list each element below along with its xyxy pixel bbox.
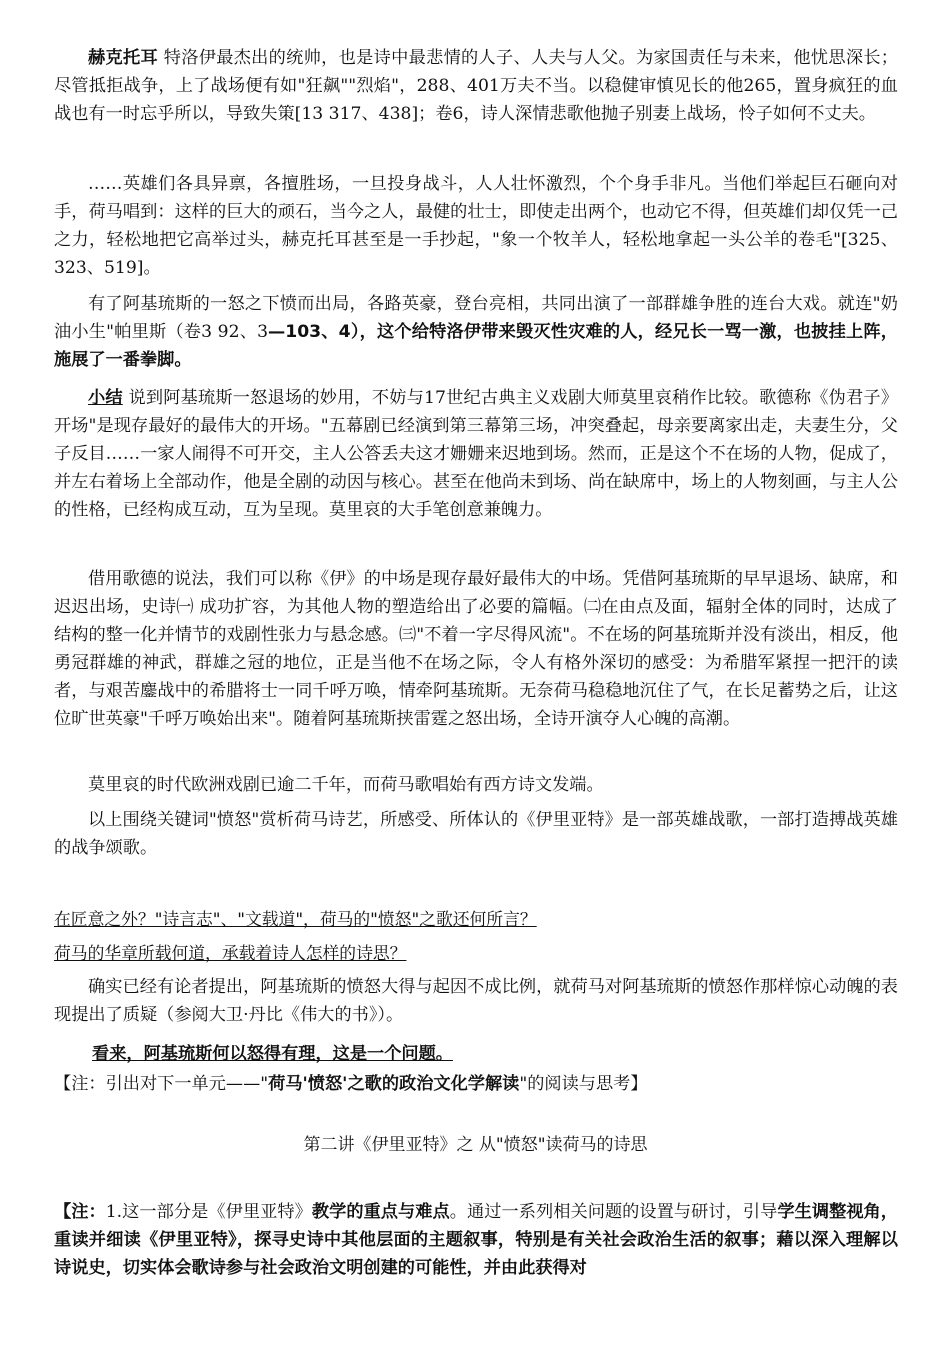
paragraph-conclusion: 以上围绕关键词"愤怒"赏析荷马诗艺，所感受、所体认的《伊里亚特》是一部英雄战歌，一部打造搏战英雄的战争颂歌。 bbox=[54, 810, 898, 858]
problem-text: 看来，阿基琉斯何以怒得有理，这是一个问题。 bbox=[92, 1044, 453, 1064]
note2-normal2: 。通过一系列相关问题的设置与研讨，引导 bbox=[449, 1202, 778, 1222]
paris-bold-text: —103、4），这个给特洛伊带来毁灭性灾难的人，经兄长一骂一激，也披挂上阵，施展了一番拳脚。 bbox=[54, 322, 898, 370]
paragraph-moliere: 莫里哀的时代欧洲戏剧已逾二千年，而荷马歌唱始有西方诗文发端。 bbox=[88, 775, 604, 795]
paragraph-problem bbox=[92, 1040, 898, 1068]
lecture-heading: 第二讲《伊里亚特》之 从"愤怒"读荷马的诗思 bbox=[303, 1135, 648, 1155]
hector-text: 特洛伊最杰出的统帅，也是诗中最悲情的人子、人夫与人父。为家国责任与未来，他忧思深长；尽管抵拒战争，上了战场便有如"狂飙""烈焰"，288、401万夫不当。以稳健审慎见长的他265，置身疯狂的血战也有一时忘乎所以，导致失策[13 317、438]；卷6，诗人深情悲歌他抛子别妻上战场，怜子如何不丈夫。 bbox=[54, 48, 898, 124]
paragraph-summary bbox=[54, 384, 898, 524]
paragraph-paris bbox=[54, 290, 898, 374]
note2-bold1: 教学的重点与难点 bbox=[311, 1202, 450, 1222]
summary-text: 说到阿基琉斯一怒退场的妙用，不妨与17世纪古典主义戏剧大师莫里哀稍作比较。歌德称《伪君子》开场"是现存最好的最伟大的开场。"五幕剧已经演到第三幕第三场，冲突叠起，母亲要离家出走，夫妻生分，父子反目……一家人闹得不可开交，主人公答丢夫这才姗姗来迟地到场。然而，正是这个不在场的人物，促成了，并左右着场上全部动作，他是全剧的动因与核心。甚至在他尚未到场、尚在缺席中，场上的人物刻画，与主人公的性格，已经构成互动，互为呈现。莫里哀的大手笔创意兼魄力。 bbox=[54, 388, 898, 520]
term-summary: 小结 bbox=[88, 388, 123, 408]
paragraph-critique: 确实已经有论者提出，阿基琉斯的愤怒大得与起因不成比例，就荷马对阿基琉斯的愤怒作那样惊心动魄的表现提出了质疑（参阅大卫·丹比《伟大的书》）。 bbox=[54, 977, 898, 1025]
note-teaching bbox=[54, 1198, 898, 1282]
paris-text: 有了阿基琉斯的一怒之下愤而出局，各路英豪，登台亮相，共同出演了一部群雄争胜的连台大戏。就连"奶油小生"帕里斯（卷3 92、3 bbox=[54, 294, 898, 342]
paragraph-heroes: ……英雄们各具异禀，各擅胜场，一旦投身战斗，人人壮怀激烈，个个身手非凡。当他们举起巨石砸向对手，荷马唱到：这样的巨大的顽石，当今之人，最健的壮士，即使走出两个，也动它不得，但英雄们却仅凭一己之力，轻松地把它高举过头，赫克托耳甚至是一手抄起，"象一个牧羊人，轻松地拿起一头公羊的卷毛"[325、323、519]。 bbox=[54, 174, 898, 278]
question-2: 荷马的华章所载何道，承载着诗人怎样的诗思？ bbox=[54, 943, 407, 963]
note-next-unit bbox=[54, 1070, 898, 1098]
note1-bold: 荷马'愤怒'之歌的政治文化学解读 bbox=[268, 1074, 520, 1094]
paragraph-goethe: 借用歌德的说法，我们可以称《伊》的中场是现存最好最伟大的中场。凭借阿基琉斯的早早退场、缺席，和迟迟出场，史诗㈠ 成功扩容，为其他人物的塑造给出了必要的篇幅。㈡在由点及面，辐射全体的同时，达成了结构的整一化并情节的戏剧性张力与悬念感。㈢"不着一字尽得风流"。不在场的阿基琉斯并没有淡出，相反，他勇冠群雄的神武，群雄之冠的地位，正是当他不在场之际，令人有格外深切的感受：为希腊军紧捏一把汗的读者，与艰苦鏖战中的希腊将士一同千呼万唤，情牵阿基琉斯。无奈荷马稳稳地沉住了气，在长足蓄势之后，让这位旷世英豪"千呼万唤始出来"。随着阿基琉斯挟雷霆之怒出场，全诗开演夺人心魄的高潮。 bbox=[54, 569, 898, 729]
term-hector: 赫克托耳 bbox=[88, 48, 158, 68]
note1-prefix: 【注：引出对下一单元——" bbox=[54, 1074, 269, 1094]
note1-suffix: "的阅读与思考】 bbox=[519, 1074, 648, 1094]
note2-bold2: 学生调整视角，重读并细读《伊里亚特》，探寻史诗中其他层面的主题叙事，特别是有关社会政治生活的叙事；藉以深入理解以诗说史，切实体会歌诗参与社会政治文明创建的可能性，并由此获得对 bbox=[54, 1202, 898, 1278]
paragraph-hector bbox=[54, 44, 898, 128]
note2-normal1: 1.这一部分是《伊里亚特》 bbox=[105, 1202, 312, 1222]
question-1: 在匠意之外？"诗言志"、"文载道"，荷马的"愤怒"之歌还何所言？ bbox=[54, 909, 537, 929]
note2-prefix: 【注： bbox=[54, 1202, 106, 1222]
